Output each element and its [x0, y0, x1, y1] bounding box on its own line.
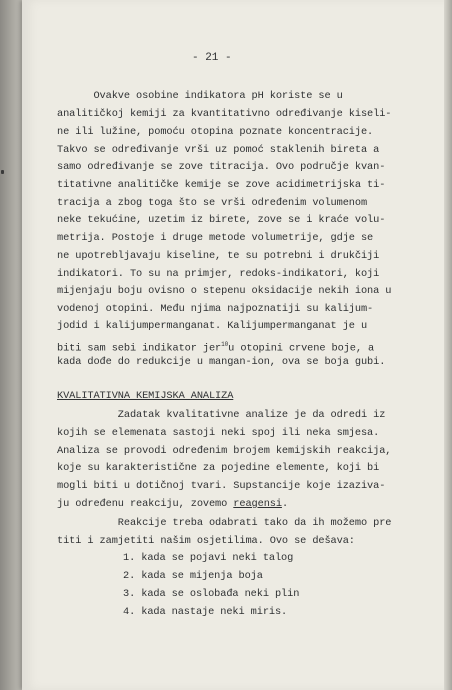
text-line: kada dođe do redukcije u mangan-ion, ova se boja gubi. — [57, 356, 386, 368]
text-line: vodenoj otopini. Među njima najpoznatiji su kalijum- — [57, 303, 374, 315]
text-line: koje su karakteristične za pojedine elemente, koji bi — [57, 462, 380, 474]
text-line: mogli biti u dotičnoj tvari. Supstancije koje izaziva- — [57, 480, 386, 492]
left-page-mark — [1, 170, 4, 174]
text-line: Reakcije treba odabrati tako da ih možemo pre — [57, 517, 392, 529]
body-text — [57, 0, 442, 618]
text-line: titi i zamjetiti našim osjetilima. Ovo se dešava: — [57, 535, 355, 547]
page-number: - 21 - — [192, 52, 232, 64]
text-line: Zadatak kvalitativne analize je da odredi iz — [57, 409, 386, 421]
text-line: metrija. Postoje i druge metode volumetrije, gdje se — [57, 232, 374, 244]
text-line: neke tekućine, uzetim iz birete, zove se i kraće volu- — [57, 214, 386, 226]
text-line: Analiza se provodi određenim brojem kemijskih reakcija, — [57, 445, 392, 457]
text-span: biti sam sebi indikator jer — [57, 342, 222, 355]
text-line: kojih se elemenata sastoji neki spoj ili neka smjesa. — [57, 427, 380, 439]
text-span: u otopini crvene boje, a — [228, 342, 375, 355]
underlined-term: reagensi — [233, 498, 282, 510]
text-line: jodid i kalijumpermanganat. Kalijumpermanganat je u — [57, 320, 368, 332]
text-line: titativne analitičke kemije se zove acidimetrijska ti- — [57, 179, 386, 191]
footnote-mark: 10 — [221, 341, 229, 348]
list-item: 3. kada se oslobađa neki plin — [123, 588, 300, 600]
text-line: ne ili lužine, pomoću otopina poznate koncentracije. — [57, 126, 374, 138]
text-span: ju određenu reakciju, zovemo — [57, 498, 234, 510]
text-span: . — [281, 498, 289, 510]
right-page-edge — [444, 0, 452, 690]
text-line: ne upotrebljavaju kiseline, te su potrebni i drukčiji — [57, 250, 380, 262]
text-line: Takvo se određivanje vrši uz pomoć staklenih bireta a — [57, 144, 380, 156]
section-heading: KVALITATIVNA KEMIJSKA ANALIZA — [57, 390, 234, 402]
text-line: samo određivanje se zove titracija. Ovo područje kvan- — [57, 161, 386, 173]
text-line: indikatori. To su na primjer, redoks-indikatori, koji — [57, 268, 380, 280]
document-page — [22, 0, 446, 690]
text-line: Ovakve osobine indikatora pH koriste se u — [57, 90, 343, 102]
list-item: 2. kada se mijenja boja — [123, 570, 263, 582]
list-item: 4. kada nastaje neki miris. — [123, 606, 288, 618]
text-line — [57, 496, 288, 513]
text-line: analitičkoj kemiji za kvantitativno određivanje kiseli- — [57, 108, 392, 120]
list-item: 1. kada se pojavi neki talog — [123, 552, 294, 564]
text-line: tracija a zbog toga što se vrši određenim volumenom — [57, 197, 368, 209]
text-line: mijenjaju boju ovisno o stepenu oksidacije nekih iona u — [57, 285, 392, 297]
